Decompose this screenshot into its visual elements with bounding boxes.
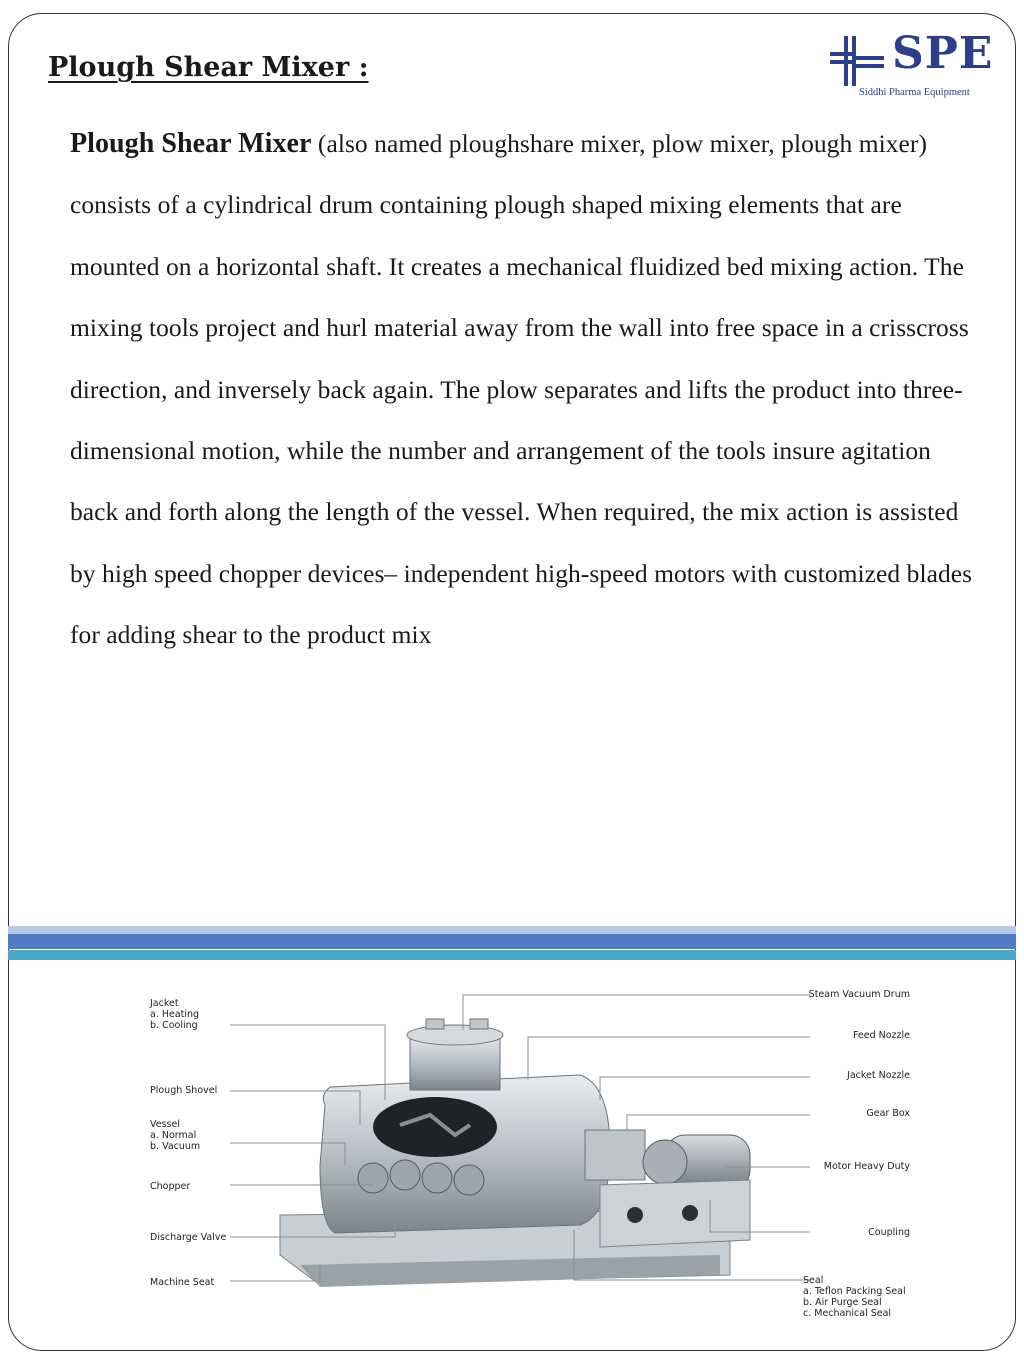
- divider-band-teal: [8, 950, 1016, 960]
- label-machine-seat: Machine Seat: [150, 1277, 215, 1288]
- page-heading: Plough Shear Mixer :: [48, 52, 369, 83]
- label-coupling: Coupling: [868, 1227, 910, 1238]
- paragraph-lead: Plough Shear Mixer: [70, 128, 312, 159]
- spe-logo: [828, 28, 994, 104]
- label-plough-shovel: Plough Shovel: [150, 1085, 218, 1096]
- spe-logo-mark-icon: [828, 34, 888, 94]
- paragraph-body: (also named ploughshare mixer, plow mixer, plough mixer) consists of a cylindrical drum containing plough shaped mixing elements that are mounted on a horizontal shaft. It creates a mechanical fluidized bed mixing action. The mixing tools project and hurl material away from the wall into free space in a crisscross direction, and inversely back again. The plow separates and lifts the product into three-dimensional motion, while the number and arrangement of the tools insure agitation back and forth along the length of the vessel. When required, the mix action is assisted by high speed chopper devices– independent high-speed motors with customized blades for adding shear to the product mix: [70, 129, 973, 650]
- logo-name: SPE: [892, 28, 994, 79]
- divider-band-blue: [8, 934, 1016, 949]
- label-seal: Seal a. Teflon Packing Seal b. Air Purge Seal c. Mechanical Seal: [803, 1275, 906, 1319]
- description-paragraph: [70, 113, 985, 666]
- label-jacket: Jacket a. Heating b. Cooling: [150, 998, 200, 1031]
- label-gear-box: Gear Box: [866, 1108, 910, 1119]
- label-feed-nozzle: Feed Nozzle: [852, 1030, 910, 1041]
- logo-subtitle: Siddhi Pharma Equipment: [859, 87, 970, 98]
- label-vessel: Vessel a. Normal b. Vacuum: [150, 1119, 201, 1152]
- label-steam-vacuum-drum: Steam Vacuum Drum: [808, 989, 910, 1000]
- mixer-diagram: [130, 975, 930, 1335]
- label-discharge-valve: Discharge Valve: [150, 1232, 227, 1243]
- divider-band-light: [8, 926, 1016, 934]
- label-motor-heavy-duty: Motor Heavy Duty: [823, 1161, 910, 1172]
- label-chopper: Chopper: [150, 1181, 191, 1192]
- label-jacket-nozzle: Jacket Nozzle: [847, 1070, 910, 1081]
